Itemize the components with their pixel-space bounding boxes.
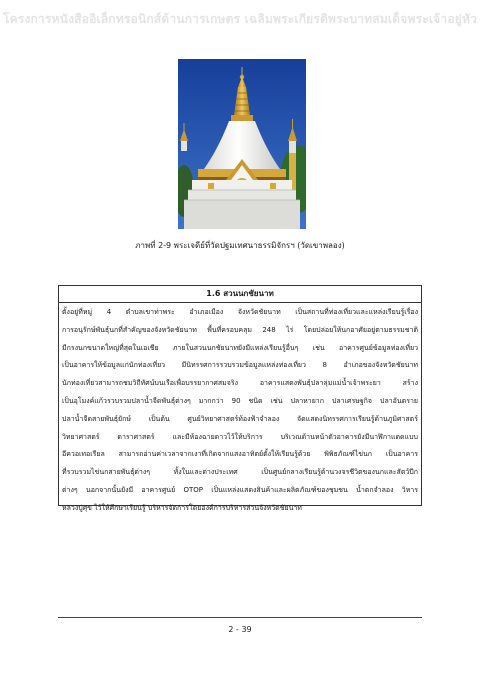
section-body	[59, 303, 421, 518]
paragraph-line: ที่รวบรวมไข่นกสายพันธุ์ต่างๆ ทั้งในและต่างประเทศ เป็นศูนย์กลางเรียนรู้ด้านวงจรชีวิตของนกและสัตว์ปีก	[62, 468, 418, 477]
paragraph-line: เป็นอุโมงค์แก้วรวบรวมปลาน้ำจืดพันธุ์ต่างๆ มากกว่า 90 ชนิด เช่น ปลาหายาก ปลาเศรษฐกิจ ปลาอันตราย	[62, 396, 418, 405]
page-number: 2 - 39	[228, 625, 252, 634]
info-box	[58, 285, 422, 512]
page-header-title: โครงการหนังสืออิเล็กทรอนิกส์ด้านการเกษตร เฉลิมพระเกียรติพระบาทสมเด็จพระเจ้าอยู่หัว	[2, 12, 478, 26]
figure-caption: ภาพที่ 2-9 พระเจดีย์ที่วัดปฐมเทศนาธรรมิจักรฯ (วัดเขาพลอง)	[135, 241, 345, 250]
chedi-photo	[178, 59, 306, 229]
paragraph-line: หลวงปู่ศุข ไว้ให้ศึกษาเรียนรู้ บริหารจัดการโดยองค์การบริหารส่วนจังหวัดชัยนาท	[62, 503, 302, 512]
footer-divider	[58, 617, 422, 618]
paragraph-line: วิทยาศาสตร์ ดาราศาสตร์ และมีห้องฉายดาวไว้ให้บริการ บริเวณด้านหน้าตัวอาคารยังมีนาฬิกาแดดแบบ	[62, 432, 418, 441]
section-title: 1.6 สวนนกชัยนาท	[59, 286, 421, 303]
paragraph-line: อีควอเทอเรียล สามารถอ่านค่าเวลาจากเงาที่เกิดจากแสงอาทิตย์ตั้งให้เรียนรู้ด้วย พิพิธภัณฑ์ไข่นก เป็นอาคาร	[62, 450, 418, 459]
paragraph-line: ตั้งอยู่ที่หมู่ 4 ตำบลเขาท่าพระ อำเภอเมือง จังหวัดชัยนาท เป็นสถานที่ท่องเที่ยวและแหล่งเรียนรู้เรื่อง	[62, 308, 418, 316]
paragraph-line: ปลาน้ำจืดสายพันธุ์ยักษ์ เป็นต้น ศูนย์วิทยาศาสตร์ท้องฟ้าจำลอง จัดแสดงนิทรรศการเรียนรู้ด้านภูมิศาสตร์	[62, 414, 418, 423]
paragraph-line: มีกรงนกขนาดใหญ่ที่สุดในเอเชีย ภายในสวนนกชัยนาทยังมีแหล่งเรียนรู้อื่นๆ เช่น อาคารศูนย์ข้อมูลท่องเที่ยว	[62, 343, 418, 352]
paragraph-line: ต่างๆ นอกจากนั้นยังมี อาคารศูนย์ OTOP เป็นแหล่งแสดงสินค้าและผลิตภัณฑ์ของชุมชน น้ำตกจำลอง วิหาร	[62, 485, 418, 494]
chedi-illustration	[178, 59, 306, 229]
paragraph-line: เป็นอาคารให้ข้อมูลแก่นักท่องเที่ยว มีนิทรรศการรวบรวมข้อมูลแหล่งท่องเที่ยว 8 อำเภอของจังหวัดชัยนาท	[62, 361, 418, 370]
paragraph-line: นักท่องเที่ยวสามารถชมวิถีทัศน์บนเรือเพื่อบรรยากาศสมจริง อาคารแสดงพันธุ์ปลาลุ่มแม่น้ำเจ้าพระยา สร้าง	[62, 379, 418, 388]
paragraph-line: การอนุรักษ์พันธุ์นกที่สำคัญของจังหวัดชัยนาท พื้นที่ครอบคลุม 248 ไร่ โดยปล่อยให้นกอาศัยอยู่ตามธรรมชาติ	[62, 325, 418, 334]
